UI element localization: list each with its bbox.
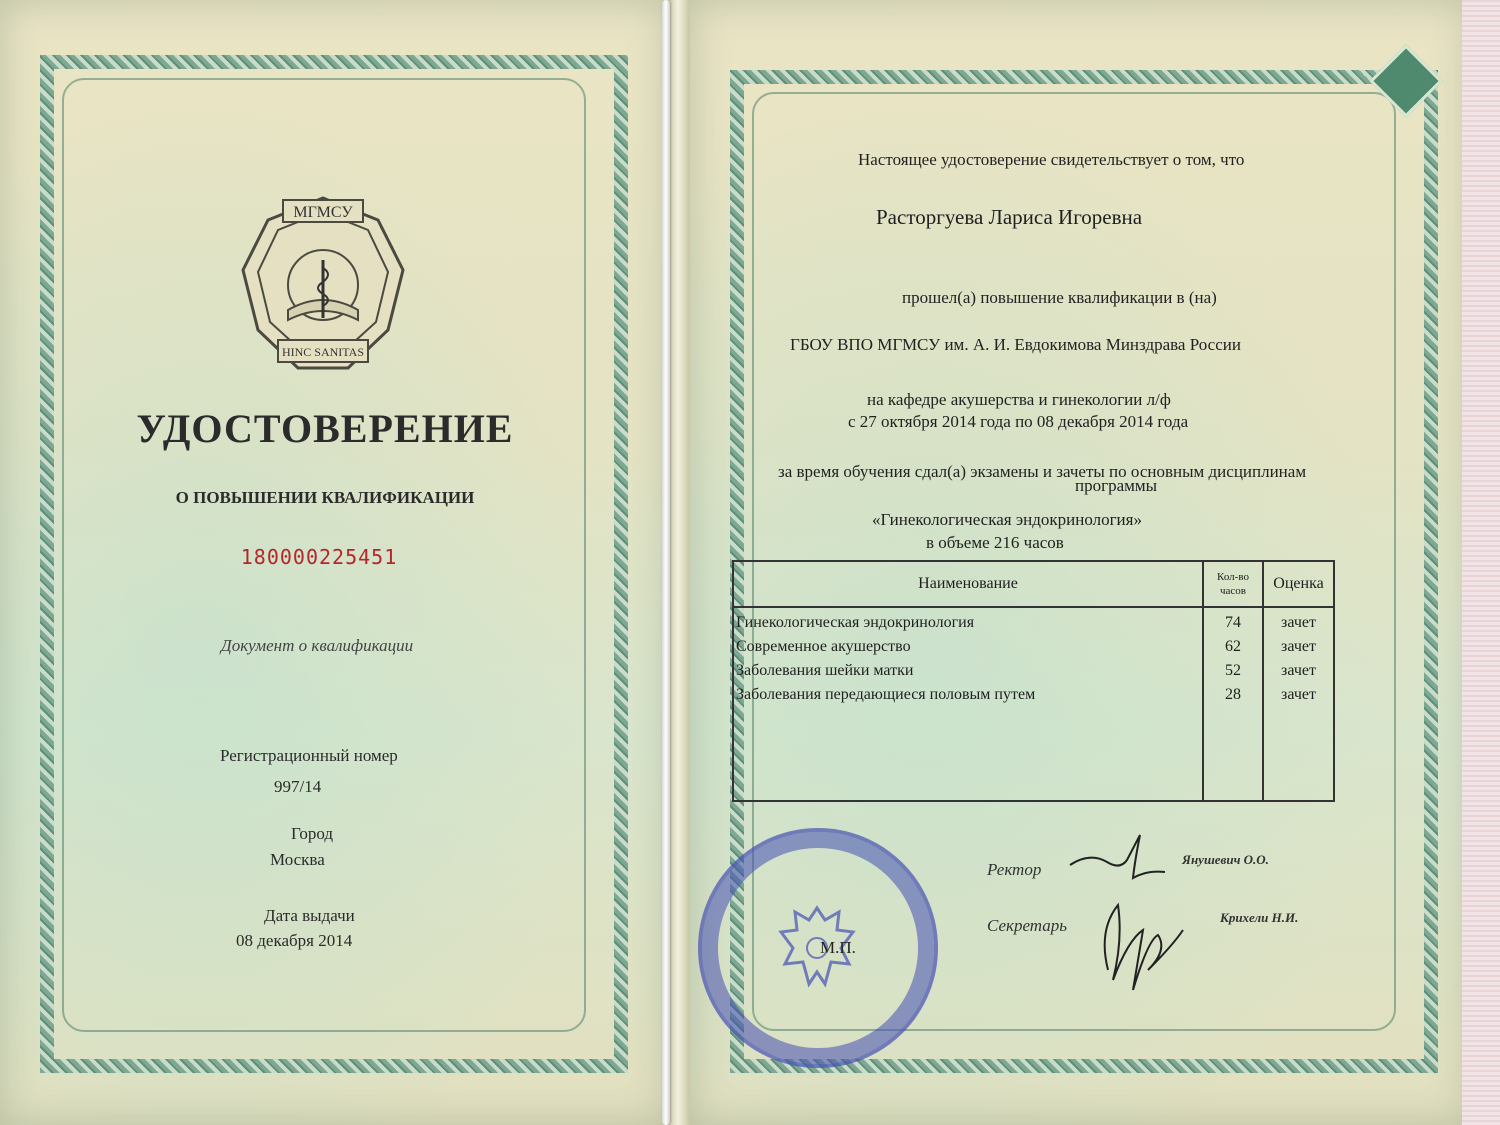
subject-grade: зачет [1263,632,1334,656]
issue-date-label: Дата выдачи [264,906,355,925]
subject-hours: 74 [1203,607,1263,632]
column-header-hours-2: часов [1220,585,1246,597]
secretary-signature-icon [1088,890,1198,1000]
qualification-line: прошел(а) повышение квалификации в (на) [902,288,1217,307]
exams-line: за время обучения сдал(а) экзамены и зачеты по основным дисциплинам [778,462,1307,481]
table-row [733,680,1334,704]
seal-place-label: М.П. [820,938,856,957]
intro-line: Настоящее удостоверение свидетельствует о том, что [858,150,1245,169]
column-header-hours-1: Кол-во [1217,571,1249,583]
city-label: Город [291,824,333,843]
registration-number: 997/14 [274,777,322,796]
program-volume: в объеме 216 часов [926,533,1064,552]
serial-number: 180000225451 [240,545,398,569]
binding-cord [662,0,670,1125]
secretary-label: Секретарь [987,916,1067,935]
rector-label: Ректор [987,860,1042,879]
city-value: Москва [270,850,325,869]
subject-grade: зачет [1263,680,1334,704]
subject-hours: 52 [1203,656,1263,680]
table-row [733,656,1334,680]
document-title: УДОСТОВЕРЕНИЕ [136,406,514,451]
university-emblem-icon [228,190,418,380]
subject-name: Современное акушерство [736,638,911,655]
column-header-hours [1203,561,1263,607]
emblem-bottom-text: HINC SANITAS [281,345,365,359]
issue-date-value: 08 декабря 2014 [236,931,353,950]
subject-hours: 62 [1203,632,1263,656]
rector-signature-icon [1065,830,1175,890]
subject-grade: зачет [1263,656,1334,680]
right-page [690,0,1470,1125]
holder-name: Расторгуева Лариса Игоревна [876,205,1143,229]
book-spine [668,0,690,1125]
emblem-top-text: МГМСУ [293,204,353,221]
study-period: с 27 октября 2014 года по 08 декабря 2014 года [848,412,1189,431]
department-line: на кафедре акушерства и гинекологии л/ф [867,390,1171,409]
table-row [733,607,1334,632]
secretary-name: Крихели Н.И. [1220,910,1299,925]
document-kind: Документ о квалификации [220,636,414,655]
program-name: «Гинекологическая эндокринология» [872,510,1142,529]
table-empty-row [733,704,1334,801]
institution-name: ГБОУ ВПО МГМСУ им. А. И. Евдокимова Минздрава России [790,335,1241,354]
rector-name: Янушевич О.О. [1182,852,1269,867]
left-page [0,0,668,1125]
document-subtitle: О ПОВЫШЕНИИ КВАЛИФИКАЦИИ [175,488,475,507]
exams-line-2: программы [1075,476,1158,495]
subject-grade: зачет [1263,607,1334,632]
subject-name: Гинекологическая эндокринология [736,614,975,631]
page-edge [1462,0,1500,1125]
subject-name: Заболевания шейки матки [736,662,914,679]
column-header-name: Наименование [733,561,1203,607]
table-row [733,632,1334,656]
column-header-grade: Оценка [1263,561,1334,607]
subject-name: Заболевания передающиеся половым путем [736,686,1036,703]
subject-hours: 28 [1203,680,1263,704]
official-seal [698,828,938,1068]
subjects-table [732,560,1335,802]
registration-label: Регистрационный номер [220,746,398,765]
